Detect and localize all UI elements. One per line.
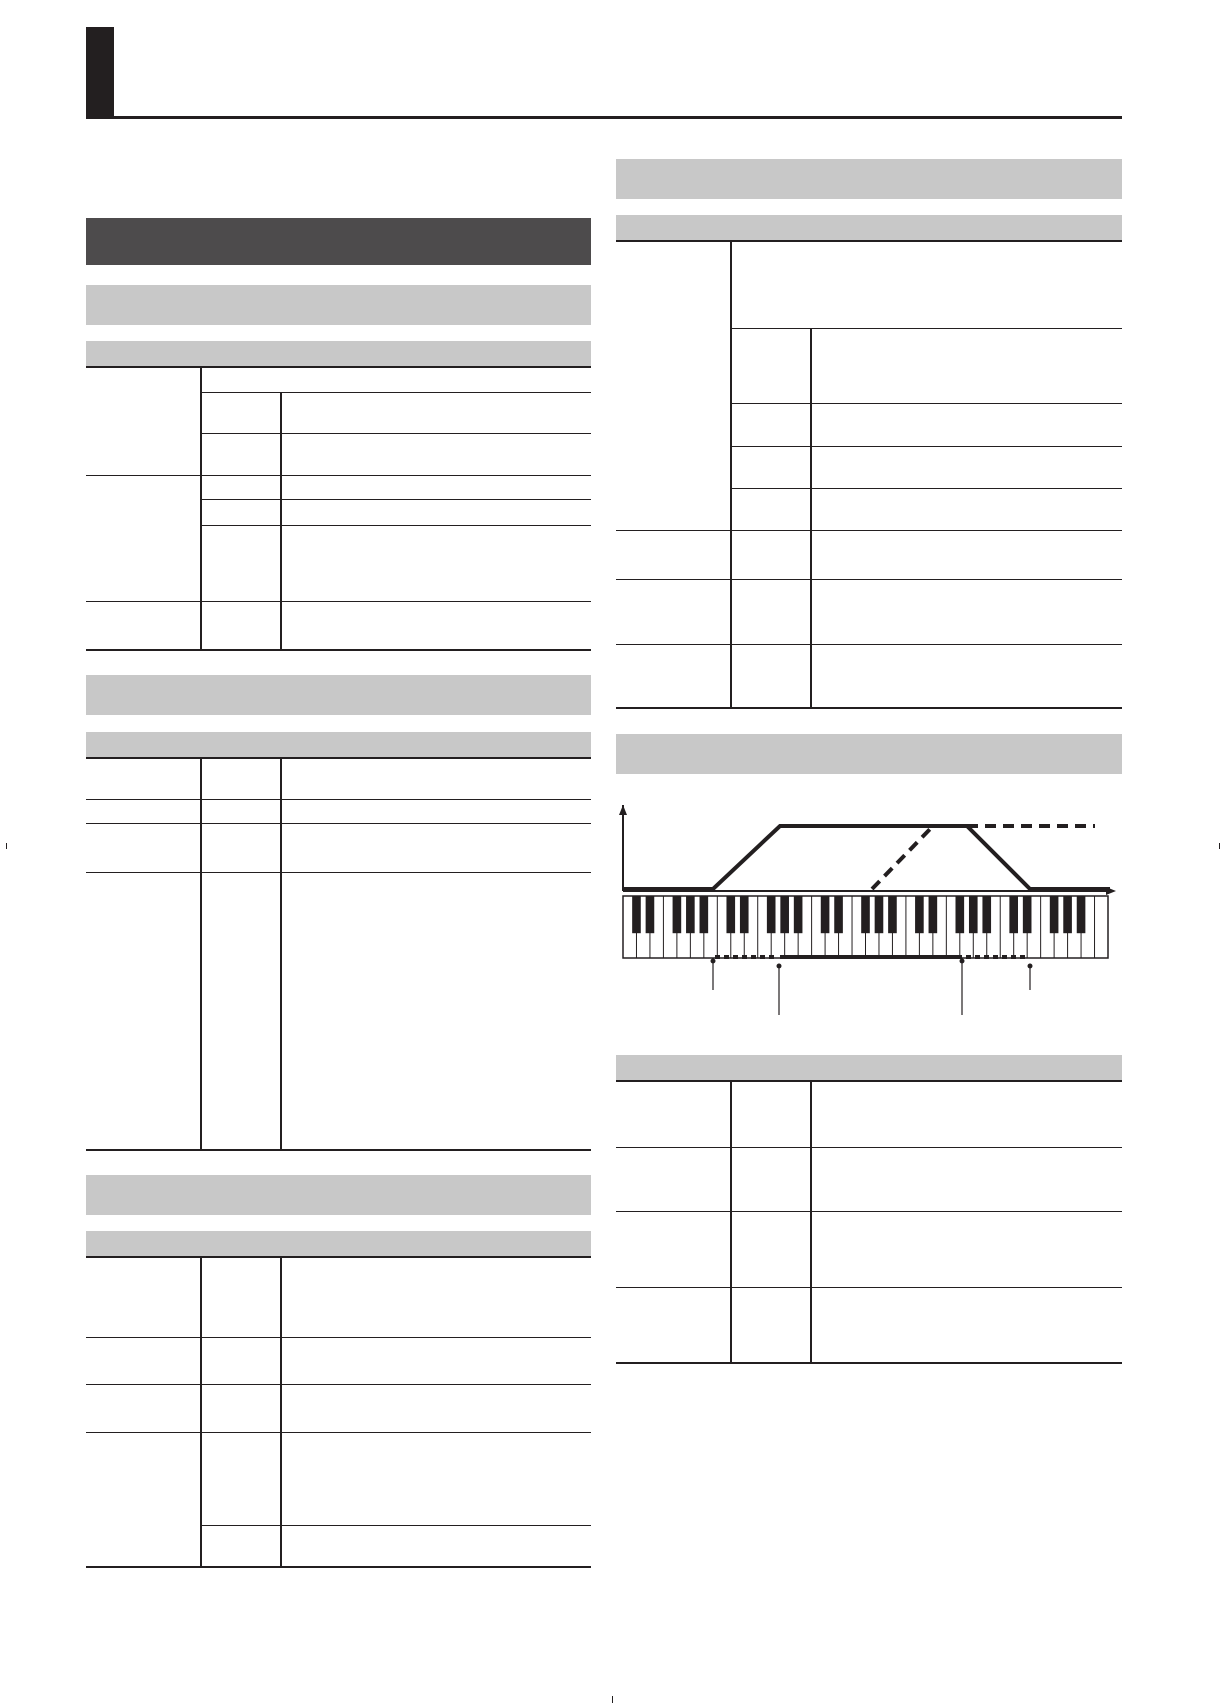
table2-divider (200, 759, 202, 1151)
table3 (86, 1231, 591, 1568)
black-key (794, 896, 803, 933)
table5-header-rule (616, 1080, 1122, 1082)
table3-row-rule (86, 1384, 591, 1385)
table5-divider (810, 1082, 812, 1364)
range-curve-solid (623, 826, 1110, 889)
black-key (726, 896, 735, 933)
table5 (616, 1055, 1122, 1364)
black-key (888, 896, 897, 933)
range-curve-dashed-rise (872, 826, 933, 889)
chapter-tab (86, 27, 114, 118)
crop-mark (6, 843, 7, 849)
table3-row-rule (86, 1337, 591, 1338)
table4-header (616, 215, 1122, 240)
table2 (86, 732, 591, 1151)
section-heading (86, 218, 591, 265)
chapter-rule (86, 116, 1122, 119)
table1-row-rule (200, 525, 591, 526)
black-key (767, 896, 776, 933)
table4-divider (730, 242, 732, 709)
keyboard-range-diagram (610, 805, 1120, 1025)
black-key (915, 896, 924, 933)
black-key (1023, 896, 1032, 933)
table1-divider (200, 368, 202, 651)
table5-header (616, 1055, 1122, 1080)
black-key (875, 896, 884, 933)
table2-row-rule (86, 823, 591, 824)
black-key (740, 896, 749, 933)
table1-row-rule (86, 475, 591, 476)
table3-divider (200, 1258, 202, 1568)
black-key (686, 896, 695, 933)
table4-title-bar (616, 159, 1122, 199)
table4-row-rule (730, 328, 1122, 329)
table3-divider (280, 1258, 282, 1568)
table1-title-bar (86, 285, 591, 325)
black-key (982, 896, 991, 933)
table2-divider (280, 759, 282, 1151)
black-key (673, 896, 682, 933)
black-key (834, 896, 843, 933)
black-key (1077, 896, 1086, 933)
table1-row-rule (86, 601, 591, 602)
table5-row-rule (616, 1147, 1122, 1148)
table2-header-rule (86, 757, 591, 759)
black-key (780, 896, 789, 933)
table3-header-rule (86, 1256, 591, 1258)
table2-row-rule (86, 872, 591, 873)
table2-header (86, 732, 591, 757)
table1-row-rule (200, 433, 591, 434)
table3-title-bar (86, 1175, 591, 1215)
table4-row-rule (616, 644, 1122, 645)
crop-mark (612, 1696, 613, 1703)
black-key (861, 896, 870, 933)
table1-row-rule (200, 392, 591, 393)
table3-row-rule (86, 1432, 591, 1433)
black-key (646, 896, 655, 933)
black-key (955, 896, 964, 933)
table1-header (86, 341, 591, 366)
table4-row-rule (730, 403, 1122, 404)
table1-bottom-rule (86, 649, 591, 651)
table4-row-rule (616, 579, 1122, 580)
table4-row-rule (730, 446, 1122, 447)
table1-header-rule (86, 366, 591, 368)
black-key (969, 896, 978, 933)
table5-row-rule (616, 1287, 1122, 1288)
table5-row-rule (616, 1211, 1122, 1212)
table1 (86, 341, 591, 651)
black-key (700, 896, 709, 933)
black-key (821, 896, 830, 933)
table2-bottom-rule (86, 1149, 591, 1151)
black-key (1050, 896, 1059, 933)
black-key (632, 896, 641, 933)
table4-row-rule (616, 530, 1122, 531)
black-key (1009, 896, 1018, 933)
table3-bottom-rule (86, 1566, 591, 1568)
crop-mark (1219, 843, 1220, 849)
table4 (616, 215, 1122, 709)
keyboard-graphic (623, 896, 1108, 958)
table5-divider (730, 1082, 732, 1364)
table3-row-rule (200, 1525, 591, 1526)
black-key (1063, 896, 1072, 933)
table3-header (86, 1231, 591, 1256)
diagram-title-bar (616, 734, 1122, 774)
table4-row-rule (730, 488, 1122, 489)
y-axis-arrow-icon (619, 805, 627, 815)
table2-row-rule (86, 799, 591, 800)
table4-header-rule (616, 240, 1122, 242)
table4-bottom-rule (616, 707, 1122, 709)
black-key (929, 896, 938, 933)
table2-title-bar (86, 675, 591, 715)
table5-bottom-rule (616, 1362, 1122, 1364)
table4-divider (810, 328, 812, 709)
table1-row-rule (200, 499, 591, 500)
table1-divider (280, 392, 282, 651)
